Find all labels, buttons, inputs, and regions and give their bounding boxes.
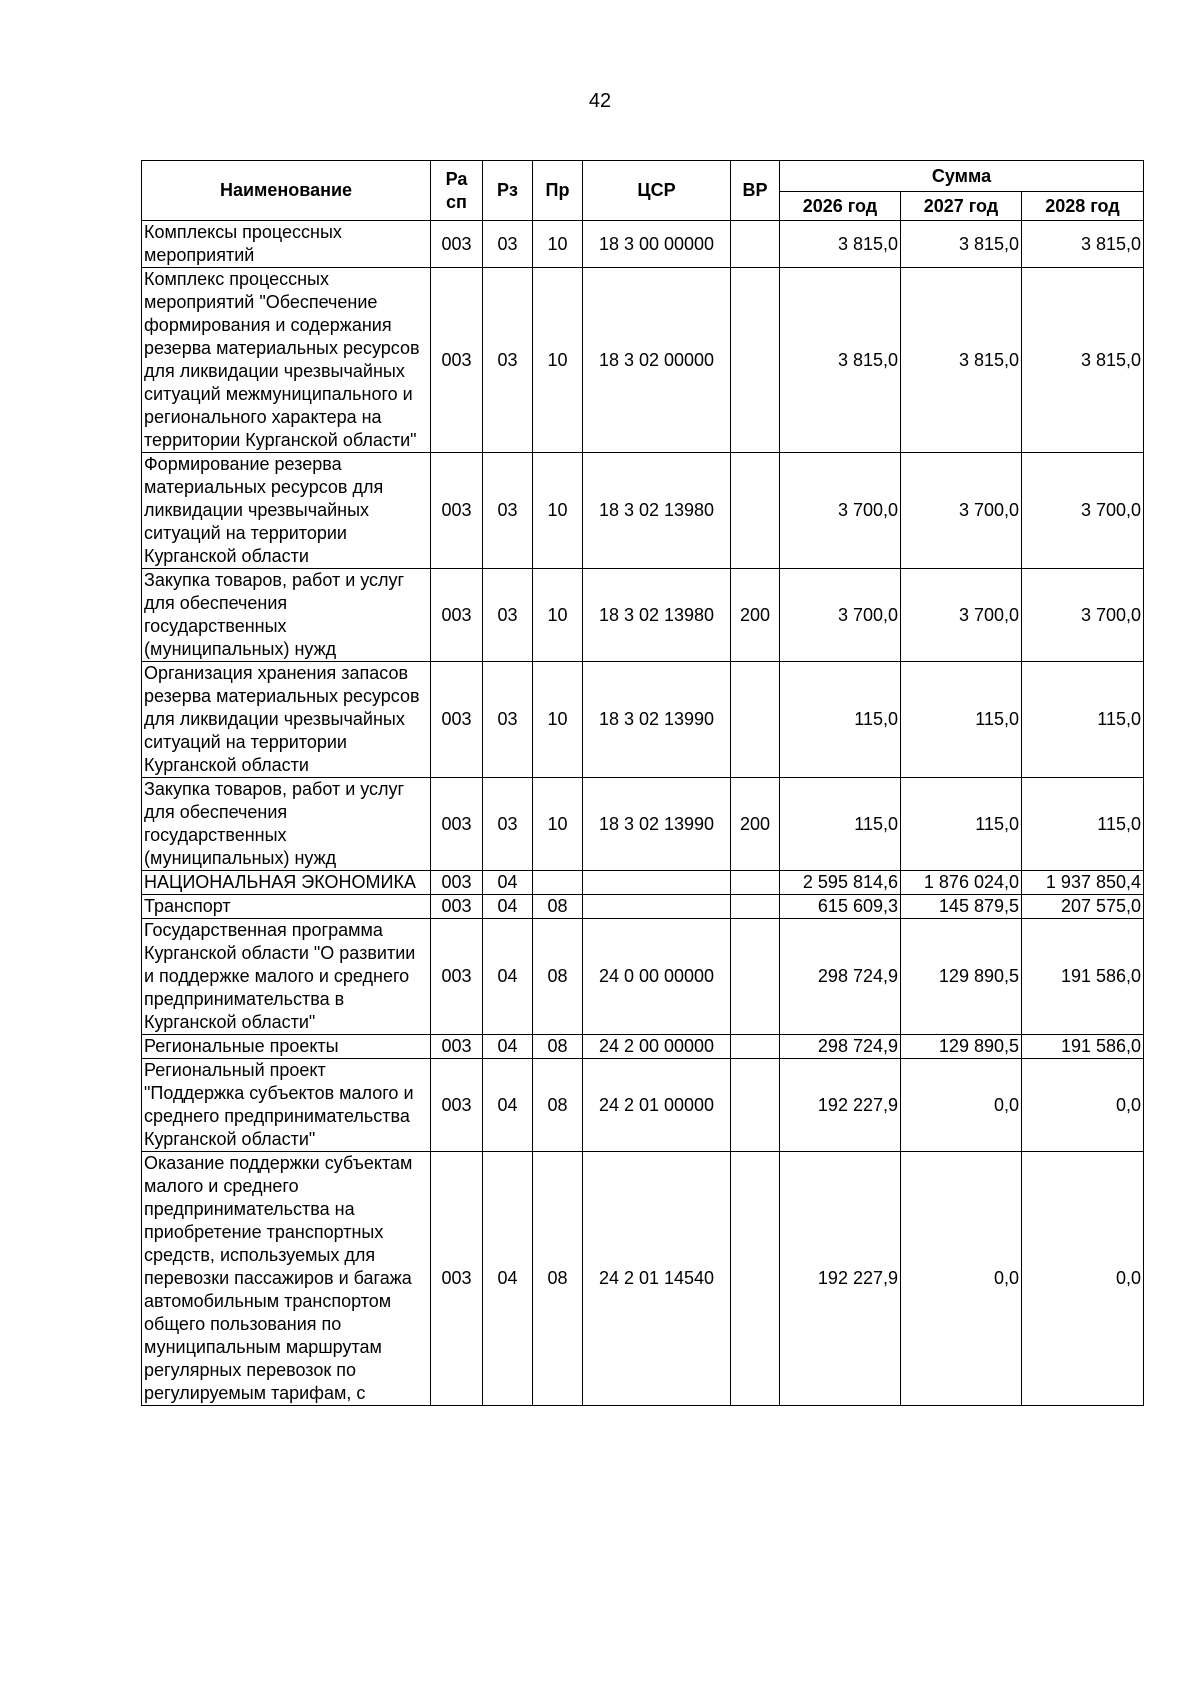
row-sum-2027: 115,0 bbox=[901, 778, 1022, 871]
row-csr: 24 2 01 00000 bbox=[583, 1059, 731, 1152]
row-vr bbox=[731, 1152, 780, 1406]
page-number: 42 bbox=[588, 90, 612, 112]
row-rz: 04 bbox=[483, 871, 533, 895]
header-csr: ЦСР bbox=[583, 161, 731, 221]
table-row bbox=[142, 1152, 1144, 1406]
row-name: Закупка товаров, работ и услуг для обеспечения государственных (муниципальных) нужд bbox=[142, 778, 431, 871]
row-pr: 08 bbox=[533, 895, 583, 919]
row-csr: 24 0 00 00000 bbox=[583, 919, 731, 1035]
row-name: Комплексы процессных мероприятий bbox=[142, 221, 431, 268]
header-year-2026: 2026 год bbox=[780, 192, 901, 221]
row-rasp: 003 bbox=[431, 453, 483, 569]
row-sum-2026: 115,0 bbox=[780, 662, 901, 778]
row-sum-2027: 0,0 bbox=[901, 1152, 1022, 1406]
row-name: Государственная программа Курганской области "О развитии и поддержке малого и среднего предпринимательства в Курганской области" bbox=[142, 919, 431, 1035]
row-name: Формирование резерва материальных ресурсов для ликвидации чрезвычайных ситуаций на территории Курганской области bbox=[142, 453, 431, 569]
row-pr: 08 bbox=[533, 919, 583, 1035]
row-rasp: 003 bbox=[431, 569, 483, 662]
row-rz: 03 bbox=[483, 268, 533, 453]
row-rz: 04 bbox=[483, 1152, 533, 1406]
row-sum-2028: 3 815,0 bbox=[1022, 268, 1144, 453]
row-pr: 08 bbox=[533, 1035, 583, 1059]
row-sum-2026: 615 609,3 bbox=[780, 895, 901, 919]
row-rz: 03 bbox=[483, 453, 533, 569]
row-name: Организация хранения запасов резерва материальных ресурсов для ликвидации чрезвычайных ситуаций на территории Курганской области bbox=[142, 662, 431, 778]
row-pr: 10 bbox=[533, 453, 583, 569]
table-row bbox=[142, 221, 1144, 268]
table-row bbox=[142, 778, 1144, 871]
table-row bbox=[142, 1059, 1144, 1152]
row-sum-2028: 3 700,0 bbox=[1022, 453, 1144, 569]
row-pr: 10 bbox=[533, 778, 583, 871]
header-year-2027: 2027 год bbox=[901, 192, 1022, 221]
row-pr: 10 bbox=[533, 569, 583, 662]
header-row-top bbox=[142, 161, 1144, 192]
budget-table bbox=[141, 160, 1144, 1406]
header-name: Наименование bbox=[142, 161, 431, 221]
row-sum-2027: 0,0 bbox=[901, 1059, 1022, 1152]
row-sum-2027: 129 890,5 bbox=[901, 1035, 1022, 1059]
row-rz: 04 bbox=[483, 1035, 533, 1059]
row-pr: 10 bbox=[533, 221, 583, 268]
row-vr bbox=[731, 895, 780, 919]
row-sum-2026: 3 815,0 bbox=[780, 268, 901, 453]
row-pr bbox=[533, 871, 583, 895]
row-sum-2026: 2 595 814,6 bbox=[780, 871, 901, 895]
row-csr bbox=[583, 871, 731, 895]
row-sum-2026: 192 227,9 bbox=[780, 1152, 901, 1406]
row-csr: 18 3 02 13980 bbox=[583, 453, 731, 569]
header-pr: Пр bbox=[533, 161, 583, 221]
row-rasp: 003 bbox=[431, 662, 483, 778]
row-csr: 18 3 02 13980 bbox=[583, 569, 731, 662]
row-csr: 18 3 02 13990 bbox=[583, 662, 731, 778]
row-csr bbox=[583, 895, 731, 919]
header-rz: Рз bbox=[483, 161, 533, 221]
row-sum-2027: 3 815,0 bbox=[901, 268, 1022, 453]
row-sum-2026: 3 815,0 bbox=[780, 221, 901, 268]
row-sum-2026: 115,0 bbox=[780, 778, 901, 871]
row-sum-2027: 3 815,0 bbox=[901, 221, 1022, 268]
row-vr bbox=[731, 919, 780, 1035]
row-rasp: 003 bbox=[431, 895, 483, 919]
row-sum-2026: 3 700,0 bbox=[780, 569, 901, 662]
row-sum-2027: 3 700,0 bbox=[901, 453, 1022, 569]
row-pr: 10 bbox=[533, 268, 583, 453]
row-sum-2026: 192 227,9 bbox=[780, 1059, 901, 1152]
row-rasp: 003 bbox=[431, 1152, 483, 1406]
row-vr: 200 bbox=[731, 778, 780, 871]
row-sum-2027: 145 879,5 bbox=[901, 895, 1022, 919]
row-sum-2028: 1 937 850,4 bbox=[1022, 871, 1144, 895]
row-rasp: 003 bbox=[431, 1059, 483, 1152]
row-rasp: 003 bbox=[431, 919, 483, 1035]
row-pr: 08 bbox=[533, 1059, 583, 1152]
row-pr: 10 bbox=[533, 662, 583, 778]
row-pr: 08 bbox=[533, 1152, 583, 1406]
row-sum-2028: 3 700,0 bbox=[1022, 569, 1144, 662]
row-csr: 24 2 00 00000 bbox=[583, 1035, 731, 1059]
row-sum-2028: 207 575,0 bbox=[1022, 895, 1144, 919]
header-sum: Сумма bbox=[780, 161, 1144, 192]
row-sum-2027: 1 876 024,0 bbox=[901, 871, 1022, 895]
table-row bbox=[142, 569, 1144, 662]
row-sum-2028: 115,0 bbox=[1022, 778, 1144, 871]
budget-table-body bbox=[142, 221, 1144, 1406]
row-vr bbox=[731, 268, 780, 453]
row-vr bbox=[731, 871, 780, 895]
row-sum-2027: 115,0 bbox=[901, 662, 1022, 778]
row-sum-2028: 115,0 bbox=[1022, 662, 1144, 778]
row-rasp: 003 bbox=[431, 871, 483, 895]
row-vr bbox=[731, 453, 780, 569]
row-sum-2028: 0,0 bbox=[1022, 1152, 1144, 1406]
row-name: Региональный проект "Поддержка субъектов малого и среднего предпринимательства Курганской области" bbox=[142, 1059, 431, 1152]
row-vr bbox=[731, 221, 780, 268]
row-rz: 04 bbox=[483, 919, 533, 1035]
row-vr bbox=[731, 1035, 780, 1059]
row-name: НАЦИОНАЛЬНАЯ ЭКОНОМИКА bbox=[142, 871, 431, 895]
row-rasp: 003 bbox=[431, 221, 483, 268]
row-sum-2026: 298 724,9 bbox=[780, 919, 901, 1035]
table-row bbox=[142, 662, 1144, 778]
row-rz: 04 bbox=[483, 1059, 533, 1152]
row-name: Транспорт bbox=[142, 895, 431, 919]
row-rz: 03 bbox=[483, 778, 533, 871]
row-csr: 18 3 02 13990 bbox=[583, 778, 731, 871]
row-rasp: 003 bbox=[431, 268, 483, 453]
row-rz: 03 bbox=[483, 662, 533, 778]
row-rasp: 003 bbox=[431, 778, 483, 871]
row-sum-2027: 3 700,0 bbox=[901, 569, 1022, 662]
row-rasp: 003 bbox=[431, 1035, 483, 1059]
row-csr: 18 3 02 00000 bbox=[583, 268, 731, 453]
table-row bbox=[142, 1035, 1144, 1059]
table-row bbox=[142, 871, 1144, 895]
row-sum-2028: 191 586,0 bbox=[1022, 919, 1144, 1035]
table-row bbox=[142, 453, 1144, 569]
row-csr: 24 2 01 14540 bbox=[583, 1152, 731, 1406]
header-vr: ВР bbox=[731, 161, 780, 221]
table-row bbox=[142, 268, 1144, 453]
row-sum-2028: 191 586,0 bbox=[1022, 1035, 1144, 1059]
row-sum-2027: 129 890,5 bbox=[901, 919, 1022, 1035]
row-name: Региональные проекты bbox=[142, 1035, 431, 1059]
row-rz: 03 bbox=[483, 221, 533, 268]
header-year-2028: 2028 год bbox=[1022, 192, 1144, 221]
row-name: Комплекс процессных мероприятий "Обеспечение формирования и содержания резерва материальных ресурсов для ликвидации чрезвычайных ситуаций межмуниципального и регионального характера на территории Курганской области" bbox=[142, 268, 431, 453]
row-name: Закупка товаров, работ и услуг для обеспечения государственных (муниципальных) нужд bbox=[142, 569, 431, 662]
row-sum-2028: 0,0 bbox=[1022, 1059, 1144, 1152]
row-sum-2026: 3 700,0 bbox=[780, 453, 901, 569]
header-rasp: Ра сп bbox=[431, 161, 483, 221]
row-vr: 200 bbox=[731, 569, 780, 662]
table-row bbox=[142, 895, 1144, 919]
row-name: Оказание поддержки субъектам малого и среднего предпринимательства на приобретение транспортных средств, используемых для перевозки пассажиров и багажа автомобильным транспортом общего пользования по муниципальным маршрутам регулярных перевозок по регулируемым тарифам, с bbox=[142, 1152, 431, 1406]
row-sum-2026: 298 724,9 bbox=[780, 1035, 901, 1059]
table-row bbox=[142, 919, 1144, 1035]
row-csr: 18 3 00 00000 bbox=[583, 221, 731, 268]
row-rz: 04 bbox=[483, 895, 533, 919]
row-vr bbox=[731, 662, 780, 778]
row-vr bbox=[731, 1059, 780, 1152]
row-sum-2028: 3 815,0 bbox=[1022, 221, 1144, 268]
row-rz: 03 bbox=[483, 569, 533, 662]
